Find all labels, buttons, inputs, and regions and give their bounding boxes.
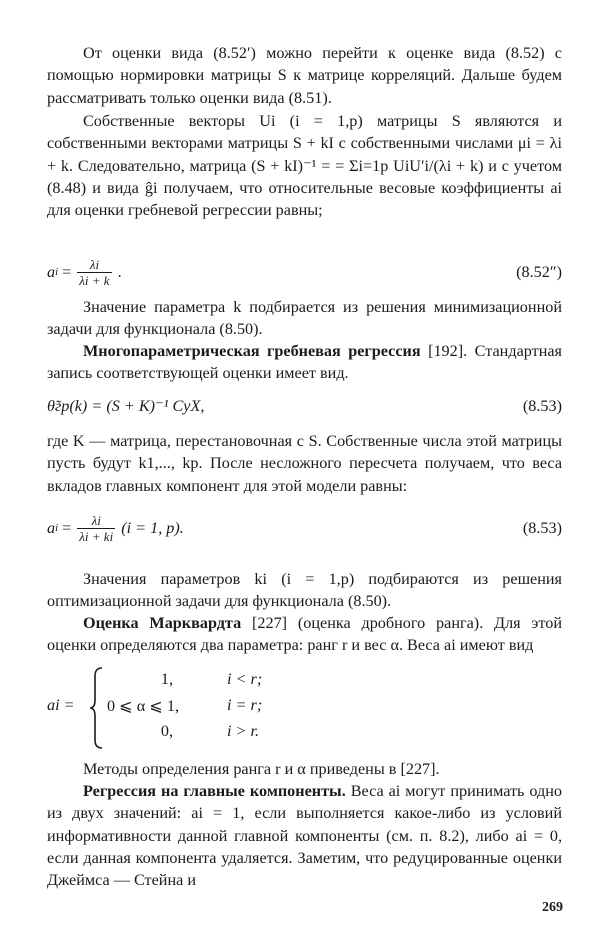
case-row-3 xyxy=(107,722,259,741)
eq1-fraction xyxy=(77,257,111,288)
eq1-numerator: λi xyxy=(89,256,100,272)
eq3-denominator: λi + ki xyxy=(79,528,114,544)
equation-8-53-second xyxy=(47,508,562,548)
heading-pcr: Регрессия на главные компоненты. xyxy=(83,782,346,800)
eq2-formula: θ̃гр(k) = (S + K)⁻¹ CyX, xyxy=(47,397,205,415)
eq3-fraction xyxy=(77,513,115,544)
paragraph-3: Значение параметра k подбирается из решения минимизационной задачи для функционала (8.50). xyxy=(47,298,562,339)
eq3-lhs-sub: i xyxy=(55,522,59,534)
eq3-lhs: a xyxy=(47,518,56,537)
eq3-tail: (i = 1, p). xyxy=(121,518,184,537)
cases-lhs: ai = xyxy=(47,696,75,714)
paragraph-6: Значения параметров ki (i = 1,p) подбираются из решения оптимизационной задачи для функционала (8.50). xyxy=(47,570,562,611)
page-number: 269 xyxy=(542,900,563,915)
case-3-value: 0, xyxy=(160,722,174,740)
paragraph-7-text: [227] (оценка дробного ранга). Для этой оценки определяются два параметра: ранг r и вес α. Веса ai имеют вид xyxy=(47,614,562,655)
paragraph-1: От оценки вида (8.52′) можно перейти к оценке вида (8.52) с помощью нормировки матрицы S к матрице корреляций. Дальше будем рассматривать только оценки вида (8.51). xyxy=(47,44,562,107)
paragraph-2: Собственные векторы Ui (i = 1,p) матрицы S являются и собственными векторами матрицы S + kI с собственными числами μi = λi + k. Следовательно, матрица (S + kI)⁻¹ = = Σi=1p UiU′i/(λi + k) и с учетом (8.48) и вида ĝi получаем, что относительные весовые коэффициенты ai для оценки гребневой регрессии равны; xyxy=(47,112,562,220)
eq1-denominator: λi + k xyxy=(79,272,110,288)
eq3-number: (8.53) xyxy=(522,518,562,537)
equation-cases xyxy=(47,666,347,750)
paragraph-9-text: Веса ai могут принимать одно из двух значений: ai = 1, если выполняется какое-либо из условий информативности данной главной компоненты (см. п. 8.2), либо ai = 0, если данная компонента удаляется. Заметим, что редуцированные оценки Джеймса — Стейна и xyxy=(47,782,563,890)
case-3-cond: i > r. xyxy=(227,722,260,740)
paragraph-4-text: [192]. Стандартная запись соответствующей оценки имеет вид. xyxy=(47,342,562,383)
paragraph-9 xyxy=(47,780,562,891)
equation-8-53-first xyxy=(47,386,562,426)
eq1-lhs: a xyxy=(47,262,56,281)
eq3-numerator: λi xyxy=(91,512,101,528)
eq1-tail: . xyxy=(117,262,122,281)
case-row-2 xyxy=(107,696,262,716)
heading-multiparam-ridge: Многопараметрическая гребневая регрессия xyxy=(83,342,421,360)
eq1-equals: = xyxy=(62,262,72,281)
case-2-value: 0 ⩽ α ⩽ 1, xyxy=(107,697,180,715)
paragraph-8: Методы определения ранга r и α приведены в [227]. xyxy=(83,760,440,778)
eq1-lhs-sub: i xyxy=(55,266,59,278)
left-brace-icon xyxy=(88,666,104,750)
case-2-cond: i = r; xyxy=(227,696,263,714)
case-1-cond: i < r; xyxy=(227,670,263,688)
heading-marquardt: Оценка Марквардта xyxy=(83,614,242,632)
paragraph-7 xyxy=(47,612,562,657)
paragraph-5: где K — матрица, перестановочная с S. Собственные числа этой матрицы пусть будут k1,..., kp. После несложного пересчета получаем, что веса вкладов главных компонент для этой модели равны: xyxy=(47,432,562,495)
eq1-number: (8.52″) xyxy=(516,262,562,281)
equation-8-52-double-prime xyxy=(47,252,562,292)
case-row-1 xyxy=(107,670,262,689)
paragraph-4 xyxy=(47,340,562,385)
case-1-value: 1, xyxy=(160,670,174,688)
eq2-number: (8.53) xyxy=(522,396,562,415)
eq3-equals: = xyxy=(62,518,72,537)
